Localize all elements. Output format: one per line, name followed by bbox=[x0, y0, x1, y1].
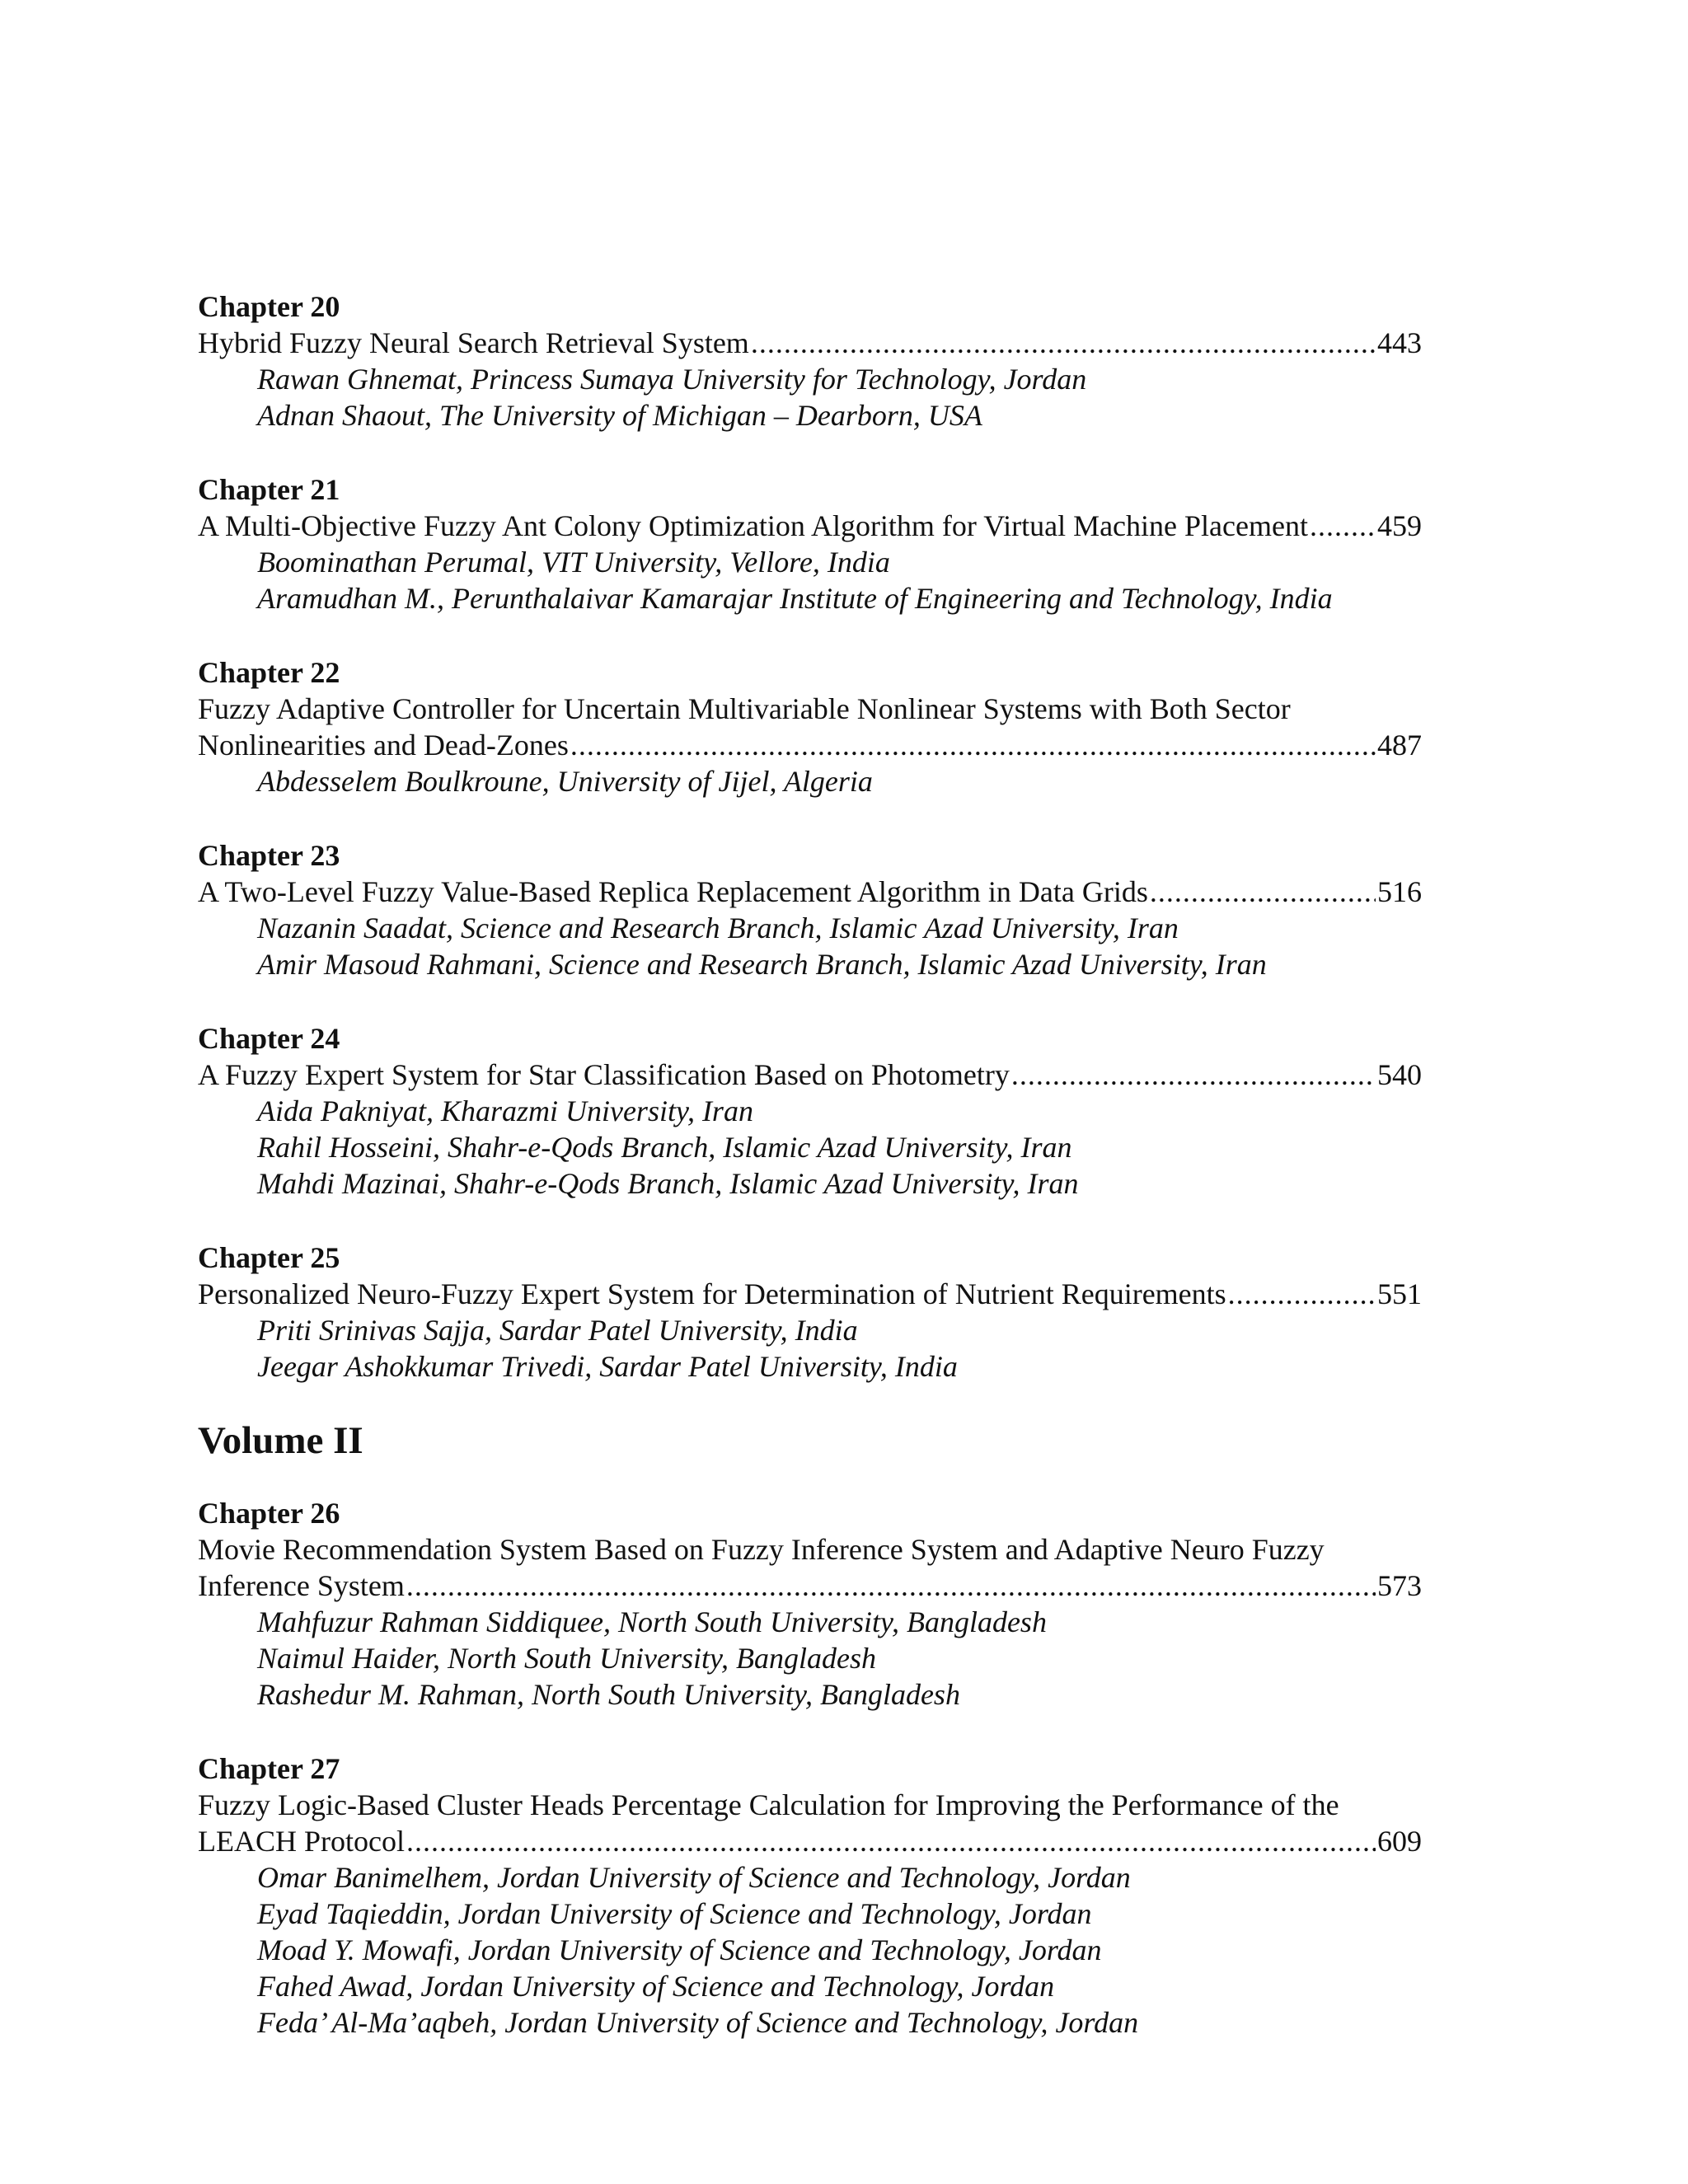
chapter-title-row[interactable] bbox=[198, 1568, 1422, 1604]
chapter-title: Inference System bbox=[198, 1569, 405, 1602]
chapter-title: Nonlinearities and Dead-Zones bbox=[198, 729, 569, 762]
chapter-title-line: Fuzzy Logic-Based Cluster Heads Percentage Calculation for Improving the Performance of the bbox=[198, 1788, 1339, 1821]
page-number: 573 bbox=[1377, 1569, 1422, 1602]
page-number: 609 bbox=[1377, 1825, 1422, 1858]
author-affiliation: Moad Y. Mowafi, Jordan University of Science and Technology, Jordan bbox=[257, 1933, 1102, 1966]
author-affiliation: Fahed Awad, Jordan University of Science and Technology, Jordan bbox=[257, 1970, 1055, 2003]
author-affiliation: Feda’ Al-Ma’aqbeh, Jordan University of Science and Technology, Jordan bbox=[257, 2006, 1139, 2039]
toc-entry bbox=[198, 1750, 1422, 2041]
chapter-title-row[interactable] bbox=[198, 874, 1422, 910]
author-affiliation: Rashedur M. Rahman, North South University, Bangladesh bbox=[257, 1678, 960, 1711]
dot-leader bbox=[1228, 1276, 1376, 1312]
chapter-title-row[interactable] bbox=[198, 325, 1422, 361]
chapter-number: Chapter 20 bbox=[198, 290, 340, 323]
author-affiliation: Priti Srinivas Sajja, Sardar Patel University, India bbox=[257, 1314, 858, 1347]
author-affiliation: Abdesselem Boulkroune, University of Jijel, Algeria bbox=[257, 765, 873, 798]
chapter-number: Chapter 25 bbox=[198, 1241, 340, 1274]
page-number: 516 bbox=[1377, 875, 1422, 908]
dot-leader bbox=[1150, 874, 1376, 910]
chapter-title-row[interactable] bbox=[198, 727, 1422, 763]
page-number: 540 bbox=[1377, 1058, 1422, 1091]
chapter-number: Chapter 22 bbox=[198, 656, 340, 689]
chapter-title: A Multi-Objective Fuzzy Ant Colony Optimization Algorithm for Virtual Machine Placement bbox=[198, 509, 1308, 542]
chapter-title-row[interactable] bbox=[198, 1823, 1422, 1859]
toc-entry bbox=[198, 288, 1422, 434]
toc-entry bbox=[198, 1495, 1422, 1713]
chapter-title-line: Movie Recommendation System Based on Fuzzy Inference System and Adaptive Neuro Fuzzy bbox=[198, 1533, 1325, 1566]
dot-leader bbox=[406, 1568, 1376, 1604]
dot-leader bbox=[1310, 508, 1376, 544]
author-affiliation: Adnan Shaout, The University of Michigan – Dearborn, USA bbox=[257, 399, 982, 432]
chapter-title-row[interactable] bbox=[198, 1057, 1422, 1093]
chapter-title: Hybrid Fuzzy Neural Search Retrieval System bbox=[198, 326, 749, 359]
toc-entry bbox=[198, 1020, 1422, 1202]
toc-entry bbox=[198, 654, 1422, 799]
author-affiliation: Mahfuzur Rahman Siddiquee, North South University, Bangladesh bbox=[257, 1605, 1047, 1638]
chapter-number: Chapter 26 bbox=[198, 1497, 340, 1530]
author-affiliation: Boominathan Perumal, VIT University, Vellore, India bbox=[257, 546, 890, 579]
chapter-title: Personalized Neuro-Fuzzy Expert System for Determination of Nutrient Requirements bbox=[198, 1277, 1226, 1310]
author-affiliation: Aida Pakniyat, Kharazmi University, Iran bbox=[257, 1094, 753, 1127]
dot-leader bbox=[751, 325, 1376, 361]
author-affiliation: Aramudhan M., Perunthalaivar Kamarajar Institute of Engineering and Technology, India bbox=[257, 582, 1333, 615]
dot-leader bbox=[406, 1823, 1376, 1859]
chapter-title-row[interactable] bbox=[198, 508, 1422, 544]
chapter-title: A Two-Level Fuzzy Value-Based Replica Replacement Algorithm in Data Grids bbox=[198, 875, 1148, 908]
author-affiliation: Naimul Haider, North South University, Bangladesh bbox=[257, 1642, 876, 1675]
page-number: 459 bbox=[1377, 509, 1422, 542]
author-affiliation: Nazanin Saadat, Science and Research Branch, Islamic Azad University, Iran bbox=[257, 912, 1179, 944]
table-of-contents bbox=[198, 288, 1422, 2079]
author-affiliation: Omar Banimelhem, Jordan University of Science and Technology, Jordan bbox=[257, 1861, 1131, 1894]
author-affiliation: Amir Masoud Rahmani, Science and Research Branch, Islamic Azad University, Iran bbox=[257, 948, 1267, 981]
author-affiliation: Rahil Hosseini, Shahr-e-Qods Branch, Islamic Azad University, Iran bbox=[257, 1131, 1072, 1164]
chapter-number: Chapter 23 bbox=[198, 839, 340, 872]
page-number: 487 bbox=[1377, 729, 1422, 762]
dot-leader bbox=[1011, 1057, 1376, 1093]
chapter-number: Chapter 24 bbox=[198, 1022, 340, 1055]
author-affiliation: Mahdi Mazinai, Shahr-e-Qods Branch, Islamic Azad University, Iran bbox=[257, 1167, 1079, 1200]
chapter-number: Chapter 21 bbox=[198, 473, 340, 506]
author-affiliation: Rawan Ghnemat, Princess Sumaya University for Technology, Jordan bbox=[257, 363, 1087, 396]
chapter-title: LEACH Protocol bbox=[198, 1825, 405, 1858]
volume-heading: Volume II bbox=[198, 1419, 363, 1462]
dot-leader bbox=[570, 727, 1376, 763]
page-number: 551 bbox=[1377, 1277, 1422, 1310]
chapter-number: Chapter 27 bbox=[198, 1752, 340, 1785]
author-affiliation: Jeegar Ashokkumar Trivedi, Sardar Patel University, India bbox=[257, 1350, 958, 1383]
chapter-title-line: Fuzzy Adaptive Controller for Uncertain Multivariable Nonlinear Systems with Both Sector bbox=[198, 692, 1291, 725]
page-number: 443 bbox=[1377, 326, 1422, 359]
chapter-title-row[interactable] bbox=[198, 1276, 1422, 1312]
toc-entry bbox=[198, 1240, 1422, 1385]
chapter-list-volume-2 bbox=[198, 1495, 1422, 2041]
author-affiliation: Eyad Taqieddin, Jordan University of Science and Technology, Jordan bbox=[257, 1897, 1092, 1930]
chapter-title: A Fuzzy Expert System for Star Classification Based on Photometry bbox=[198, 1058, 1010, 1091]
toc-entry bbox=[198, 471, 1422, 616]
chapter-list-volume-1 bbox=[198, 288, 1422, 1385]
toc-entry bbox=[198, 837, 1422, 982]
